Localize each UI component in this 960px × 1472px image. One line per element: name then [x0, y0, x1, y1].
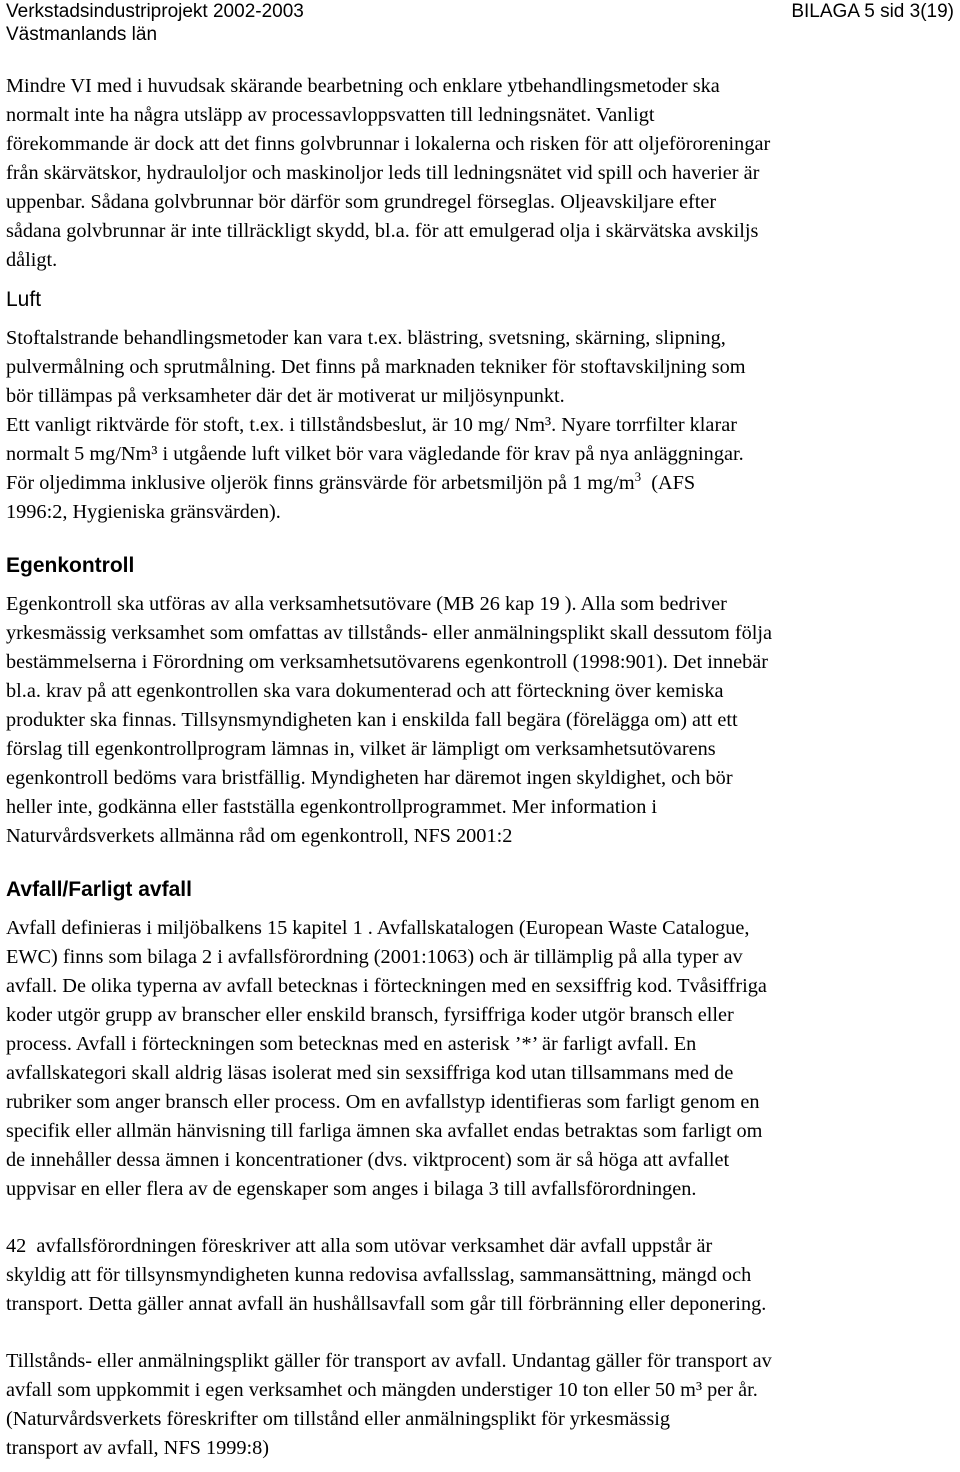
- text-line: Stoftalstrande behandlingsmetoder kan vara t.ex. blästring, svetsning, skärning, slipning,: [6, 327, 726, 349]
- text-line: dåligt.: [6, 249, 58, 271]
- text-line: från skärvätskor, hydrauloljor och maskinoljor leds till ledningsnätet vid spill och haverier är: [6, 162, 760, 184]
- avfall-paragraph-2: [6, 1232, 954, 1319]
- text-line: uppvisar en eller flera av de egenskaper som anges i bilaga 3 till avfallsförordningen.: [6, 1178, 697, 1200]
- text-line: yrkesmässig verksamhet som omfattas av tillstånds- eller anmälningsplikt skall dessutom följa: [6, 622, 773, 644]
- text-line: skyldig att för tillsynsmyndigheten kunna redovisa avfallsslag, sammansättning, mängd och: [6, 1264, 752, 1286]
- text-line: pulvermålning och sprutmålning. Det finns på marknaden tekniker för stoftavskiljning som: [6, 356, 746, 378]
- text-line-with-superscript: [6, 469, 954, 498]
- text-line: (Naturvårdsverkets föreskrifter om tillstånd eller anmälningsplikt för yrkesmässig: [6, 1408, 671, 1430]
- text-line: bestämmelserna i Förordning om verksamhetsutövarens egenkontroll (1998:901). Det innebär: [6, 651, 769, 673]
- intro-paragraph: [6, 72, 954, 275]
- header-project: Verkstadsindustriprojekt 2002-2003: [6, 1, 304, 22]
- text-line: normalt inte ha några utsläpp av processavloppsvatten till ledningsnätet. Vanligt: [6, 104, 655, 126]
- text-line: de innehåller dessa ämnen i koncentrationer (dvs. viktprocent) som är så höga att avfallet: [6, 1149, 730, 1171]
- text-line: normalt 5 mg/Nm³ i utgående luft vilket bör vara vägledande för krav på nya anläggningar.: [6, 443, 744, 465]
- text-line: heller inte, godkänna eller fastställa egenkontrollprogrammet. Mer information i: [6, 796, 658, 818]
- text-line: avfall som uppkommit i egen verksamhet och mängden understiger 10 ton eller 50 m³ per år.: [6, 1379, 758, 1401]
- text-line: process. Avfall i förteckningen som betecknas med en asterisk ’*’ är farligt avfall. En: [6, 1033, 697, 1055]
- text-line: uppenbar. Sådana golvbrunnar bör därför som grundregel förseglas. Oljeavskiljare efter: [6, 191, 717, 213]
- avfall-paragraph-3: [6, 1347, 954, 1463]
- text-line: bör tillämpas på verksamheter där det är motiverat ur miljösynpunkt.: [6, 385, 565, 407]
- header-page-label: BILAGA 5 sid 3(19): [791, 1, 954, 22]
- text-line: Tillstånds- eller anmälningsplikt gäller för transport av avfall. Undantag gäller för transport av: [6, 1350, 772, 1372]
- text-line: rubriker som anger bransch eller process. Om en avfallstyp identifieras som farligt genom en: [6, 1091, 760, 1113]
- text-line: förekommande är dock att det finns golvbrunnar i lokalerna och risken för att oljeföroreningar: [6, 133, 771, 155]
- text-line: koder utgör grupp av branscher eller enskild bransch, fyrsiffriga koder utgör bransch eller: [6, 1004, 734, 1026]
- text-line: förslag till egenkontrollprogram lämnas in, vilket är lämpligt om verksamhetsutövarens: [6, 738, 716, 760]
- text-line: avfallskategori skall aldrig läsas isolerat med sin sexsiffriga kod utan tillsammans med de: [6, 1062, 734, 1084]
- text-segment: För oljedimma inklusive oljerök finns gränsvärde för arbetsmiljön på 1 mg/m: [6, 472, 635, 494]
- text-line: 1996:2, Hygieniska gränsvärden).: [6, 501, 281, 523]
- avfall-paragraph-1: [6, 914, 954, 1204]
- text-line: 42 avfallsförordningen föreskriver att alla som utövar verksamhet där avfall uppstår är: [6, 1235, 713, 1257]
- text-line: bl.a. krav på att egenkontrollen ska vara dokumenterad och att förteckning över kemiska: [6, 680, 724, 702]
- superscript: 3: [634, 469, 642, 484]
- text-line: sådana golvbrunnar är inte tillräckligt skydd, bl.a. för att emulgerad olja i skärvätska avskiljs: [6, 220, 759, 242]
- section-heading-egenkontroll: Egenkontroll: [6, 554, 135, 577]
- text-line: Mindre VI med i huvudsak skärande bearbetning och enklare ytbehandlingsmetoder ska: [6, 75, 720, 97]
- section-heading-avfall: Avfall/Farligt avfall: [6, 878, 192, 901]
- text-line: Avfall definieras i miljöbalkens 15 kapitel 1 . Avfallskatalogen (European Waste Catalogue,: [6, 917, 750, 939]
- text-line: specifik eller allmän hänvisning till farliga ämnen ska avfallet endas betraktas som farligt om: [6, 1120, 763, 1142]
- text-line: produkter ska finnas. Tillsynsmyndigheten kan i enskilda fall begära (förelägga om) att ett: [6, 709, 738, 731]
- luft-paragraph: [6, 324, 954, 527]
- egenkontroll-paragraph: [6, 590, 954, 851]
- text-line: Naturvårdsverkets allmänna råd om egenkontroll, NFS 2001:2: [6, 825, 513, 847]
- text-line: avfall. De olika typerna av avfall betecknas i förteckningen med en sexsiffrig kod. Tvåsiffriga: [6, 975, 767, 997]
- text-line: transport av avfall, NFS 1999:8): [6, 1437, 270, 1459]
- text-line: Egenkontroll ska utföras av alla verksamhetsutövare (MB 26 kap 19 ). Alla som bedriver: [6, 593, 727, 615]
- document-body: [6, 72, 954, 1463]
- header-county: Västmanlands län: [6, 24, 158, 45]
- text-line: egenkontroll bedöms vara bristfällig. Myndigheten har däremot ingen skyldighet, och bör: [6, 767, 733, 789]
- text-segment: (AFS: [641, 472, 696, 494]
- text-line: Ett vanligt riktvärde för stoft, t.ex. i tillståndsbeslut, är 10 mg/ Nm³. Nyare torrfilter klarar: [6, 414, 737, 436]
- text-line: EWC) finns som bilaga 2 i avfallsförordning (2001:1063) och är tillämplig på alla typer av: [6, 946, 743, 968]
- text-line: transport. Detta gäller annat avfall än hushållsavfall som går till förbränning eller deponering.: [6, 1293, 767, 1315]
- section-heading-luft: Luft: [6, 288, 42, 311]
